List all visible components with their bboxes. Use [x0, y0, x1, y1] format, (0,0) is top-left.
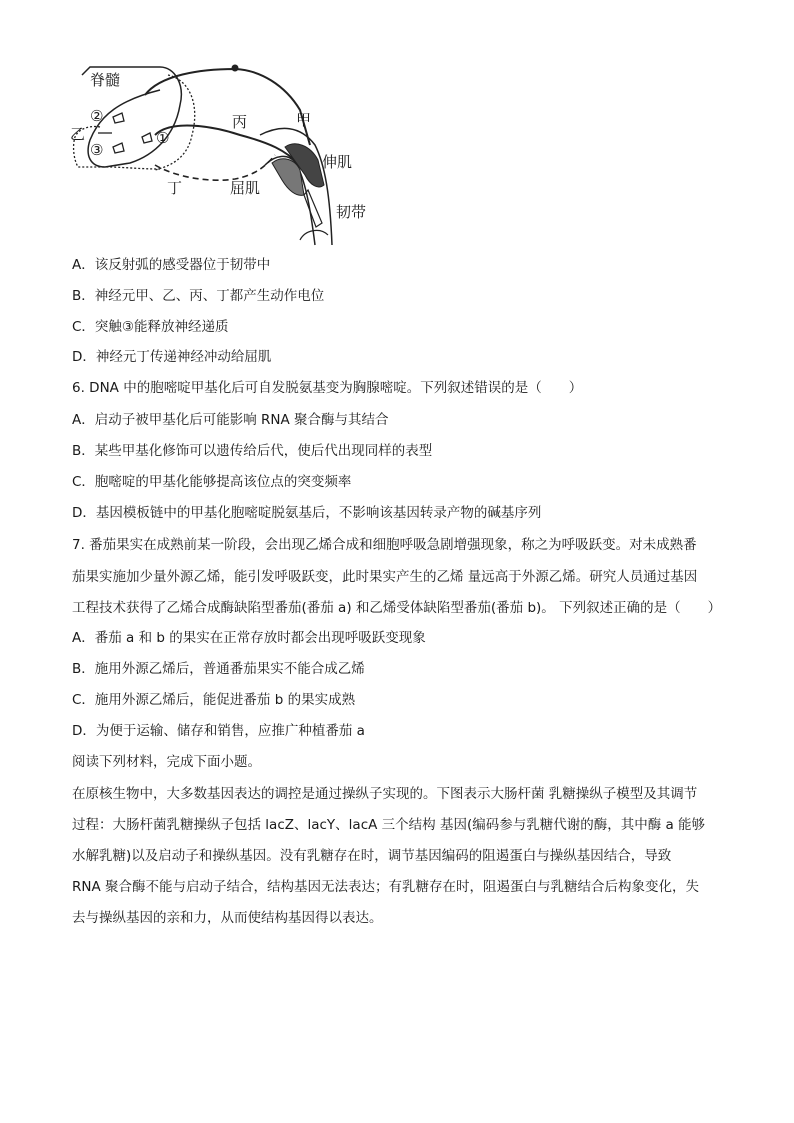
label-extensor: 伸肌 — [322, 153, 353, 171]
label-synapse-1: ① — [156, 129, 170, 147]
q6-option-a: A．启动子被甲基化后可能影响 RNA 聚合酶与其结合 — [72, 412, 389, 428]
reading-line-4: RNA 聚合酶不能与启动子结合，结构基因无法表达；有乳糖存在时，阻遏蛋白与乳糖结合后构象变化，失 — [72, 879, 700, 895]
label-flexor: 屈肌 — [230, 179, 261, 197]
q7-option-b: B．施用外源乙烯后，普通番茄果实不能合成乙烯 — [72, 661, 365, 677]
reading-line-1: 在原核生物中，大多数基因表达的调控是通过操纵子实现的。下图表示大肠杆菌 乳糖操纵子模型及其调节 — [72, 786, 698, 802]
q6-option-d: D．基因模板链中的甲基化胞嘧啶脱氨基后，不影响该基因转录产物的碱基序列 — [72, 505, 542, 521]
q6-stem: 6. DNA 中的胞嘧啶甲基化后可自发脱氨基变为胸腺嘧啶。下列叙述错误的是（ ） — [72, 380, 583, 396]
q7-option-a: A．番茄 a 和 b 的果实在正常存放时都会出现呼吸跃变现象 — [72, 630, 426, 646]
q6-option-c: C．胞嘧啶的甲基化能够提高该位点的突变频率 — [72, 474, 352, 490]
reflex-arc-diagram — [60, 55, 380, 250]
q7-stem-line-2: 茄果实施加少量外源乙烯，能引发呼吸跃变，此时果实产生的乙烯 量远高于外源乙烯。研究人员通过基因 — [72, 569, 698, 585]
label-ding: 丁 — [167, 179, 183, 197]
q5-option-a: A．该反射弧的感受器位于韧带中 — [72, 257, 271, 273]
q5-option-d: D．神经元丁传递神经冲动给屈肌 — [72, 349, 272, 365]
q7-stem-line-1: 7. 番茄果实在成熟前某一阶段，会出现乙烯合成和细胞呼吸急剧增强现象，称之为呼吸跃变。对未成熟番 — [72, 537, 697, 553]
q6-option-b: B．某些甲基化修饰可以遗传给后代，使后代出现同样的表型 — [72, 443, 433, 459]
label-synapse-2: ② — [90, 107, 104, 125]
reading-intro: 阅读下列材料，完成下面小题。 — [72, 754, 261, 770]
q7-option-c: C．施用外源乙烯后，能促进番茄 b 的果实成熟 — [72, 692, 356, 708]
q5-option-b: B．神经元甲、乙、丙、丁都产生动作电位 — [72, 288, 325, 304]
label-jia: 甲 — [296, 111, 312, 129]
label-yi: 乙 — [70, 125, 86, 143]
reflex-arc-figure — [60, 55, 380, 250]
reading-line-3: 水解乳糖)以及启动子和操纵基因。没有乳糖存在时，调节基因编码的阻遏蛋白与操纵基因结合，导致 — [72, 848, 672, 864]
label-bing: 丙 — [232, 113, 248, 131]
label-spinal-cord: 脊髓 — [90, 71, 121, 89]
q5-option-c: C．突触③能释放神经递质 — [72, 319, 229, 335]
label-ligament: 韧带 — [336, 203, 367, 221]
reading-line-2: 过程：大肠杆菌乳糖操纵子包括 lacZ、lacY、lacA 三个结构 基因(编码参与乳糖代谢的酶，其中酶 a 能够 — [72, 817, 706, 833]
q7-stem-line-3: 工程技术获得了乙烯合成酶缺陷型番茄(番茄 a) 和乙烯受体缺陷型番茄(番茄 b)。 下列叙述正确的是（ ） — [72, 600, 722, 616]
reading-line-5: 去与操纵基因的亲和力，从而使结构基因得以表达。 — [72, 910, 383, 926]
q7-option-d: D．为便于运输、储存和销售，应推广种植番茄 a — [72, 723, 365, 739]
label-synapse-3: ③ — [90, 141, 104, 159]
